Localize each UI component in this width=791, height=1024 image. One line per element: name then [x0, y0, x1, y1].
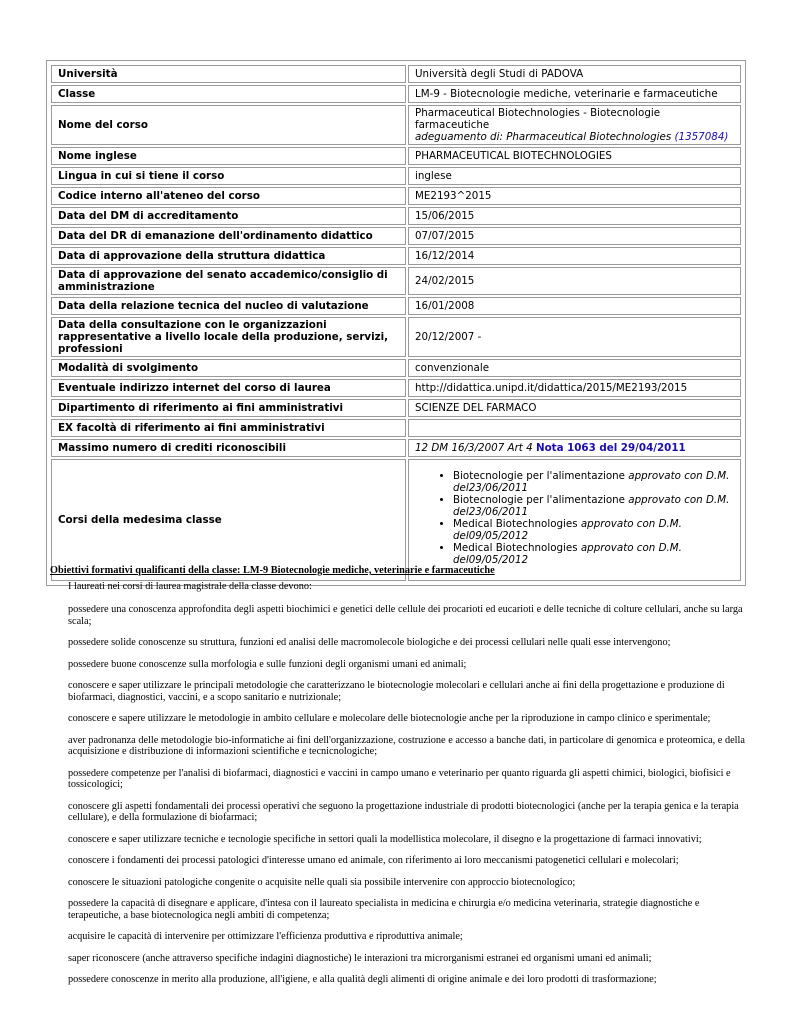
info-label: Eventuale indirizzo internet del corso di laurea — [51, 379, 406, 397]
info-value: PHARMACEUTICAL BIOTECHNOLOGIES — [408, 147, 741, 165]
objective-item: possedere conoscenze in merito alla produzione, all'igiene, e alla qualità degli alimenti di origine animale e dei loro prodotti di trasformazione; — [68, 974, 657, 985]
adaptation-link[interactable]: (1357084) — [674, 131, 729, 143]
info-value: ME2193^2015 — [408, 187, 741, 205]
info-row — [51, 379, 741, 397]
adaptation-text: adeguamento di: Pharmaceutical Biotechnologies — [415, 131, 672, 143]
info-label: Codice interno all'ateneo del corso — [51, 187, 406, 205]
info-row — [51, 167, 741, 185]
info-label: Dipartimento di riferimento ai fini amministrativi — [51, 399, 406, 417]
info-row — [51, 297, 741, 315]
info-value: 16/12/2014 — [408, 247, 741, 265]
objective-item: conoscere i fondamenti dei processi patologici d'interesse umano ed animale, con riferimento ai loro meccanismi patogenetici cellulari e molecolari; — [68, 855, 679, 866]
objective-item: conoscere e sapere utilizzare le metodologie in ambito cellulare e molecolare delle biotecnologie anche per la riproduzione in campo clinico e sperimentale; — [68, 713, 711, 724]
info-value: 16/01/2008 — [408, 297, 741, 315]
info-label: EX facoltà di riferimento ai fini amministrativi — [51, 419, 406, 437]
info-row — [51, 459, 741, 581]
course-title: Biotecnologie per l'alimentazione — [453, 470, 626, 482]
list-item — [453, 518, 734, 542]
objective-item: possedere la capacità di disegnare e applicare, d'intesa con il laureato specialista in medicina e chirurgia e/o medicina veterinaria, strategie diagnostiche e terapeutiche, a base biotecnologica negli ambiti di competenza; — [68, 898, 700, 921]
info-row — [51, 399, 741, 417]
info-value — [408, 419, 741, 437]
course-info-table — [49, 63, 743, 583]
course-title: Medical Biotechnologies — [453, 542, 578, 554]
info-row — [51, 207, 741, 225]
info-row — [51, 247, 741, 265]
info-label: Corsi della medesima classe — [51, 459, 406, 581]
credits-text: 12 DM 16/3/2007 Art 4 — [415, 442, 533, 454]
info-value: 07/07/2015 — [408, 227, 741, 245]
info-value: 20/12/2007 - — [408, 317, 741, 357]
info-value — [408, 459, 741, 581]
list-item — [453, 470, 734, 494]
objective-item: conoscere le situazioni patologiche congenite o acquisite nelle quali sia possibile intervenire con approccio biotecnologico; — [68, 876, 576, 888]
info-value: 24/02/2015 — [408, 267, 741, 295]
course-title: Medical Biotechnologies — [453, 518, 578, 530]
info-row — [51, 85, 741, 103]
info-row — [51, 105, 741, 145]
info-label: Classe — [51, 85, 406, 103]
course-name: Pharmaceutical Biotechnologies - Biotecnologie farmaceutiche — [415, 107, 661, 131]
info-value: SCIENZE DEL FARMACO — [408, 399, 741, 417]
info-label: Università — [51, 65, 406, 83]
info-row — [51, 267, 741, 295]
info-label: Nome del corso — [51, 105, 406, 145]
info-label: Data della relazione tecnica del nucleo di valutazione — [51, 297, 406, 315]
objective-item: saper riconoscere (anche attraverso specifiche indagini diagnostiche) le interazioni tra microrganismi estranei ed organismi umani ed animali; — [68, 952, 652, 964]
info-row — [51, 317, 741, 357]
info-label: Nome inglese — [51, 147, 406, 165]
info-value: 15/06/2015 — [408, 207, 741, 225]
objectives-list — [50, 604, 745, 986]
objective-item: conoscere e saper utilizzare le principali metodologie che caratterizzano le biotecnologie molecolari e cellulari anche ai fini della progettazione e produzione di biofarmaci, diagnostici, vaccini, e a scopo sanitario e nutrizionale; — [68, 680, 725, 703]
course-approval: approvato con D.M. del09/05/2012 — [453, 518, 682, 542]
course-approval: approvato con D.M. del23/06/2011 — [453, 470, 730, 494]
objective-item: possedere competenze per l'analisi di biofarmaci, diagnostici e vaccini in campo umano e veterinario per quanto riguarda gli aspetti chimici, biologici, biofisici e tossicologici; — [68, 767, 731, 790]
info-row — [51, 65, 741, 83]
course-info-panel — [46, 60, 746, 586]
info-value: LM-9 - Biotecnologie mediche, veterinarie e farmaceutiche — [408, 85, 741, 103]
objective-item: aver padronanza delle metodologie bio-informatiche ai fini dell'organizzazione, costruzione e accesso a banche dati, in particolare di genomica e proteomica, e della acquisizione e distribuzione di informazioni scientifiche e tecnicnologiche; — [68, 734, 745, 757]
info-label: Modalità di svolgimento — [51, 359, 406, 377]
info-value — [408, 105, 741, 145]
adaptation-line — [415, 131, 734, 143]
info-row — [51, 359, 741, 377]
course-approval: approvato con D.M. del09/05/2012 — [453, 542, 682, 566]
info-value: convenzionale — [408, 359, 741, 377]
info-label: Data di approvazione della struttura didattica — [51, 247, 406, 265]
info-value: http://didattica.unipd.it/didattica/2015/ME2193/2015 — [408, 379, 741, 397]
objectives-intro: I laureati nei corsi di laurea magistrale della classe devono: — [68, 580, 312, 592]
list-item — [453, 542, 734, 566]
info-label: Massimo numero di crediti riconoscibili — [51, 439, 406, 457]
objective-item: possedere buone conoscenze sulla morfologia e sulle funzioni degli organismi umani ed animali; — [68, 658, 467, 670]
info-row — [51, 419, 741, 437]
objective-item: possedere una conoscenza approfondita degli aspetti biochimici e genetici delle cellule dei procarioti ed eucarioti e delle tecniche di colture cellulari, anche su larga scala; — [68, 604, 743, 627]
nota-link[interactable]: Nota 1063 del 29/04/2011 — [535, 442, 686, 454]
info-row — [51, 147, 741, 165]
info-row — [51, 439, 741, 457]
info-label: Lingua in cui si tiene il corso — [51, 167, 406, 185]
info-value — [408, 439, 741, 457]
courses-list — [415, 470, 734, 566]
objective-item: conoscere e saper utilizzare tecniche e tecnologie specifiche in settori quali la modellistica molecolare, il disegno e la progettazione di farmaci innovativi; — [68, 833, 702, 845]
info-row — [51, 187, 741, 205]
objective-item: possedere solide conoscenze su struttura, funzioni ed analisi delle macromolecole biologiche e dei processi cellulari nelle quali esse intervengono; — [68, 637, 671, 648]
info-value: Università degli Studi di PADOVA — [408, 65, 741, 83]
info-label: Data di approvazione del senato accademico/consiglio di amministrazione — [51, 267, 406, 295]
objective-item: conoscere gli aspetti fondamentali dei processi operativi che seguono la progettazione industriale di prodotti biotecnologici (anche per la terapia genica e la terapia cellulare), e della formulazione di biofarmaci; — [68, 800, 739, 823]
objectives-title: Obiettivi formativi qualificanti della classe: LM-9 Biotecnologie mediche, veterinarie e farmaceutiche — [50, 565, 495, 576]
info-label: Data del DR di emanazione dell'ordinamento didattico — [51, 227, 406, 245]
course-title: Biotecnologie per l'alimentazione — [453, 494, 626, 506]
objectives-section — [50, 565, 745, 996]
list-item — [453, 494, 734, 518]
course-approval: approvato con D.M. del23/06/2011 — [453, 494, 730, 518]
info-label: Data della consultazione con le organizzazioni rappresentative a livello locale della produzione, servizi, professioni — [51, 317, 406, 357]
info-row — [51, 227, 741, 245]
objective-item: acquisire le capacità di intervenire per ottimizzare l'efficienza produttiva e riproduttiva animale; — [68, 931, 463, 942]
info-label: Data del DM di accreditamento — [51, 207, 406, 225]
info-value: inglese — [408, 167, 741, 185]
